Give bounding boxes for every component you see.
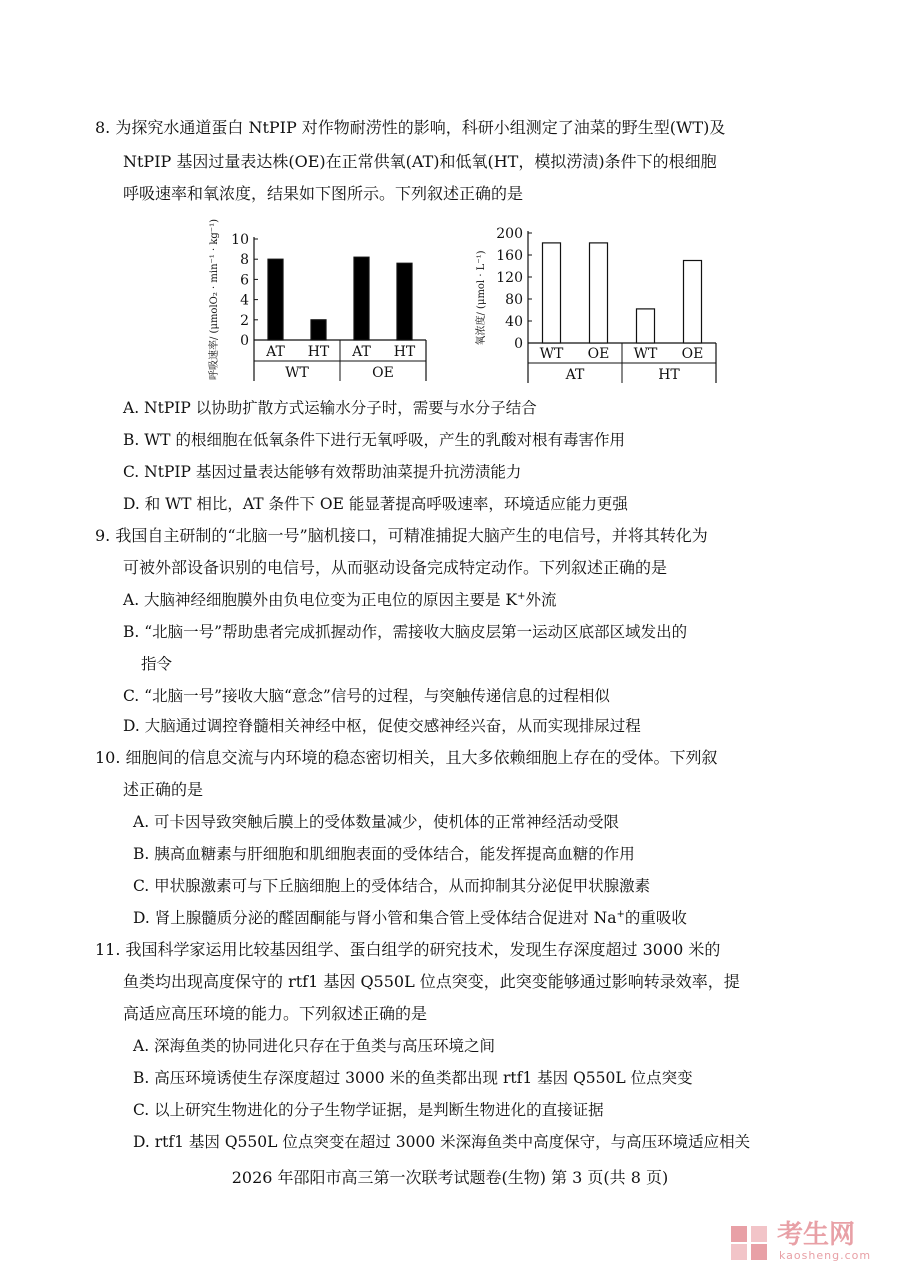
bar — [543, 243, 561, 343]
q9-option-d[interactable]: D. 大脑通过调控脊髓相关神经中枢，促使交感神经兴奋，从而实现排尿过程 — [123, 717, 641, 735]
y-axis-label: 呼吸速率/ (μmolO₂ · min⁻¹ · kg⁻¹) — [209, 219, 220, 380]
y-tick-label: 120 — [496, 270, 523, 286]
x-category-label: WT — [633, 346, 658, 362]
page-footer: 2026 年邵阳市高三第一次联考试题卷(生物) 第 3 页(共 8 页) — [231, 1168, 669, 1187]
q11-stem-line1: 11. 我国科学家运用比较基因组学、蛋白组学的研究技术，发现生存深度超过 3000 米的 — [95, 940, 721, 959]
q9-option-a-text: A. 大脑神经细胞膜外由负电位变为正电位的原因主要是 K — [123, 591, 518, 609]
y-axis-label: 氧浓度/ (μmol · L⁻¹) — [476, 250, 487, 346]
x-group-label: OE — [372, 365, 394, 381]
q10-option-b[interactable]: B. 胰高血糖素与肝细胞和肌细胞表面的受体结合，能发挥提高血糖的作用 — [133, 845, 635, 863]
x-category-label: WT — [539, 346, 564, 362]
x-group-label: HT — [658, 367, 680, 383]
watermark-logo-icon — [727, 1220, 771, 1264]
x-category-label: HT — [307, 344, 330, 360]
oxygen-concentration-chart — [470, 215, 730, 387]
q9-option-b-cont[interactable]: 指令 — [141, 655, 173, 673]
q10-stem-line1: 10. 细胞间的信息交流与内环境的稳态密切相关，且大多依赖细胞上存在的受体。下列叙 — [95, 748, 718, 767]
x-category-label: OE — [681, 346, 704, 362]
bar — [397, 263, 412, 340]
q9-option-c[interactable]: C. “北脑一号”接收大脑“意念”信号的过程，与突触传递信息的过程相似 — [123, 687, 610, 705]
q10-option-d-text: D. 肾上腺髓质分泌的醛固酮能与肾小管和集合管上受体结合促进对 Na — [133, 909, 617, 927]
q9-stem-line1: 9. 我国自主研制的“北脑一号”脑机接口，可精准捕捉大脑产生的电信号，并将其转化为 — [95, 526, 708, 545]
q11-stem-line2: 鱼类均出现高度保守的 rtf1 基因 Q550L 位点突变，此突变能够通过影响转录效率，提 — [123, 972, 740, 991]
q11-option-d[interactable]: D. rtf1 基因 Q550L 位点突变在超过 3000 米深海鱼类中高度保守，与高压环境适应相关 — [133, 1133, 751, 1151]
watermark — [727, 1220, 887, 1264]
bar — [590, 243, 608, 343]
q11-option-a[interactable]: A. 深海鱼类的协同进化只存在于鱼类与高压环境之间 — [133, 1037, 496, 1055]
q8-option-a[interactable]: A. NtPIP 以协助扩散方式运输水分子时，需要与水分子结合 — [123, 399, 537, 417]
q9-option-a-sup: + — [517, 591, 526, 602]
x-category-label: OE — [587, 346, 610, 362]
y-tick-label: 0 — [240, 333, 249, 349]
y-tick-label: 200 — [496, 226, 523, 242]
x-group-label: AT — [565, 367, 585, 383]
q10-option-a[interactable]: A. 可卡因导致突触后膜上的受体数量减少，使机体的正常神经活动受限 — [133, 813, 620, 831]
q8-option-b[interactable]: B. WT 的根细胞在低氧条件下进行无氧呼吸，产生的乳酸对根有毒害作用 — [123, 431, 625, 449]
watermark-brand: 考生网 — [777, 1220, 856, 1250]
y-tick-label: 10 — [231, 232, 249, 248]
bar — [637, 309, 655, 343]
bar — [354, 257, 369, 340]
bar — [684, 261, 702, 344]
y-tick-label: 8 — [240, 252, 249, 269]
q11-stem-line3: 高适应高压环境的能力。下列叙述正确的是 — [123, 1004, 428, 1023]
q8-stem-line3: 呼吸速率和氧浓度，结果如下图所示。下列叙述正确的是 — [123, 184, 524, 203]
q8-stem-line2: NtPIP 基因过量表达株(OE)在正常供氧(AT)和低氧(HT，模拟涝渍)条件下的根细胞 — [123, 152, 717, 171]
y-tick-label: 160 — [496, 248, 523, 264]
q11-option-c[interactable]: C. 以上研究生物进化的分子生物学证据，是判断生物进化的直接证据 — [133, 1101, 604, 1119]
q9-stem-line2: 可被外部设备识别的电信号，从而驱动设备完成特定动作。下列叙述正确的是 — [123, 558, 668, 577]
q8-option-c[interactable]: C. NtPIP 基因过量表达能够有效帮助油菜提升抗涝渍能力 — [123, 463, 522, 481]
q10-option-d[interactable] — [133, 908, 687, 928]
x-category-label: AT — [352, 344, 371, 360]
y-tick-label: 40 — [505, 314, 523, 330]
y-tick-label: 4 — [240, 292, 249, 309]
q11-option-b[interactable]: B. 高压环境诱使生存深度超过 3000 米的鱼类都出现 rtf1 基因 Q550L 位点突变 — [133, 1069, 693, 1087]
y-tick-label: 2 — [240, 312, 249, 329]
q8-option-d[interactable]: D. 和 WT 相比，AT 条件下 OE 能显著提高呼吸速率，环境适应能力更强 — [123, 495, 628, 513]
x-category-label: HT — [393, 344, 416, 360]
x-group-label: WT — [285, 365, 309, 381]
y-tick-label: 6 — [240, 272, 249, 289]
q10-option-c[interactable]: C. 甲状腺激素可与下丘脑细胞上的受体结合，从而抑制其分泌促甲状腺激素 — [133, 877, 651, 895]
q10-stem-line2: 述正确的是 — [123, 780, 204, 799]
q8-stem-line1: 8. 为探究水通道蛋白 NtPIP 对作物耐涝性的影响，科研小组测定了油菜的野生型(WT)及 — [95, 118, 726, 137]
y-tick-label: 0 — [514, 336, 523, 352]
q9-option-a[interactable] — [123, 590, 556, 610]
bar — [311, 320, 326, 340]
q9-option-b[interactable]: B. “北脑一号”帮助患者完成抓握动作，需接收大脑皮层第一运动区底部区域发出的 — [123, 623, 688, 641]
q10-option-d-sup: + — [616, 909, 625, 920]
watermark-domain: kaosheng.com — [779, 1249, 872, 1262]
x-category-label: AT — [266, 344, 285, 360]
q9-option-a-tail: 外流 — [525, 591, 557, 609]
respiration-rate-chart — [200, 215, 440, 387]
y-tick-label: 80 — [505, 292, 523, 308]
q10-option-d-tail: 的重吸收 — [624, 909, 687, 927]
bar — [268, 259, 283, 340]
